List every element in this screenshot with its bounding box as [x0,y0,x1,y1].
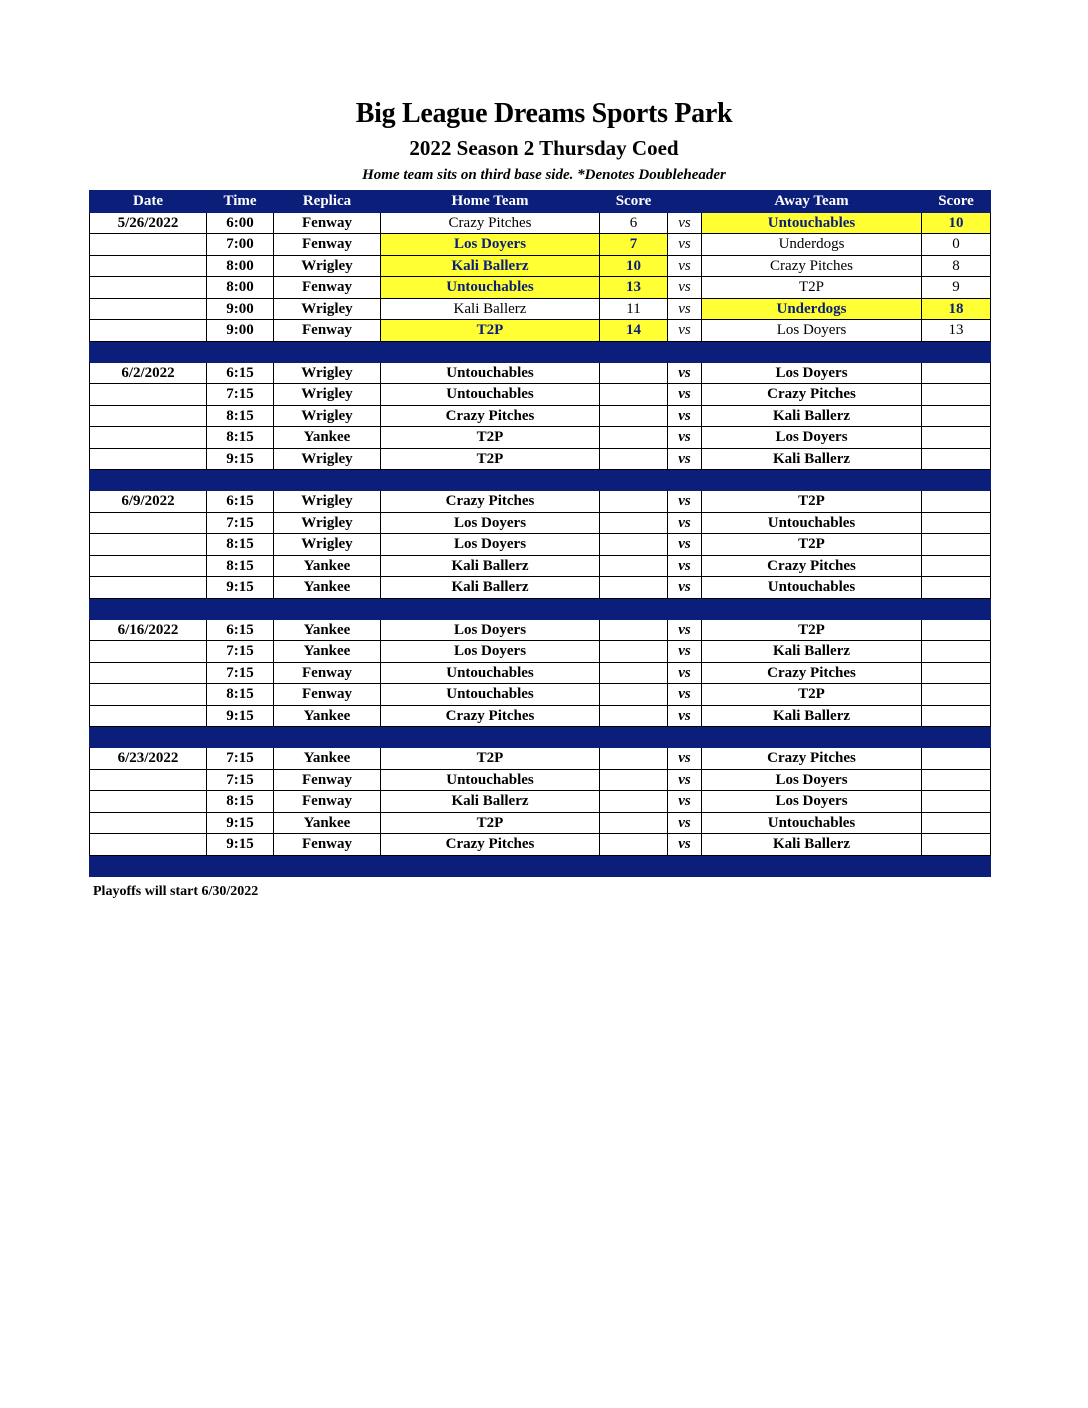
home-team-cell: Kali Ballerz [381,255,600,277]
page-title: Big League Dreams Sports Park [355,98,733,129]
separator-cell [668,341,702,362]
playoffs-note: Playoffs will start 6/30/2022 [93,884,259,899]
date-cell [90,448,207,470]
replica-cell: Fenway [274,684,381,706]
home-team-cell: Crazy Pitches [381,705,600,727]
away-score-cell: 0 [922,234,991,256]
separator-cell [274,470,381,491]
time-cell: 9:15 [207,448,274,470]
game-row [90,791,991,813]
home-score-cell [600,705,668,727]
replica-cell: Wrigley [274,384,381,406]
home-team-note: Home team sits on third base side. *Denotes Doubleheader [362,167,726,183]
away-team-cell: Los Doyers [702,427,922,449]
home-team-cell: Crazy Pitches [381,212,600,234]
date-cell [90,512,207,534]
away-team-cell: T2P [702,534,922,556]
home-score-cell [600,834,668,856]
separator-cell [702,341,922,362]
vs-cell: vs [668,769,702,791]
home-score-cell: 11 [600,298,668,320]
replica-cell: Fenway [274,791,381,813]
time-cell: 6:15 [207,491,274,513]
vs-cell: vs [668,791,702,813]
replica-cell: Yankee [274,619,381,641]
date-cell [90,791,207,813]
vs-cell: vs [668,298,702,320]
game-row [90,277,991,299]
replica-cell: Wrigley [274,298,381,320]
time-cell: 8:00 [207,255,274,277]
week-separator-row [90,727,991,748]
home-team-cell: Los Doyers [381,619,600,641]
replica-cell: Yankee [274,641,381,663]
away-score-cell [922,427,991,449]
replica-cell: Yankee [274,427,381,449]
away-team-cell: Underdogs [702,234,922,256]
game-row [90,834,991,856]
date-cell [90,320,207,342]
home-score-cell: 14 [600,320,668,342]
replica-cell: Yankee [274,748,381,770]
date-cell: 5/26/2022 [90,212,207,234]
vs-cell: vs [668,748,702,770]
separator-cell [922,470,991,491]
date-cell [90,298,207,320]
home-team-cell: Los Doyers [381,641,600,663]
separator-cell [274,855,381,876]
home-score-cell [600,769,668,791]
week-separator-row [90,470,991,491]
time-cell: 9:00 [207,298,274,320]
game-row [90,512,991,534]
vs-cell: vs [668,577,702,599]
away-score-cell: 10 [922,212,991,234]
separator-cell [600,470,668,491]
home-score-cell [600,512,668,534]
time-cell: 8:15 [207,684,274,706]
vs-cell: vs [668,405,702,427]
separator-cell [668,598,702,619]
vs-cell: vs [668,448,702,470]
vs-cell: vs [668,362,702,384]
separator-cell [207,598,274,619]
separator-cell [668,727,702,748]
game-row [90,812,991,834]
vs-cell: vs [668,555,702,577]
time-cell: 7:15 [207,512,274,534]
separator-cell [702,727,922,748]
away-team-cell: Kali Ballerz [702,834,922,856]
away-score-cell [922,577,991,599]
home-team-cell: Untouchables [381,362,600,384]
away-score-cell: 9 [922,277,991,299]
separator-cell [668,470,702,491]
replica-cell: Fenway [274,769,381,791]
replica-cell: Wrigley [274,405,381,427]
away-score-cell [922,619,991,641]
date-cell: 6/2/2022 [90,362,207,384]
home-score-cell: 7 [600,234,668,256]
game-row [90,705,991,727]
away-score-cell [922,662,991,684]
vs-cell: vs [668,534,702,556]
home-team-cell: Los Doyers [381,534,600,556]
away-score-cell: 8 [922,255,991,277]
time-cell: 7:15 [207,748,274,770]
replica-cell: Fenway [274,277,381,299]
time-cell: 8:15 [207,534,274,556]
away-team-cell: Underdogs [702,298,922,320]
time-cell: 8:15 [207,791,274,813]
away-team-cell: T2P [702,684,922,706]
game-row [90,555,991,577]
away-team-cell: Kali Ballerz [702,641,922,663]
time-cell: 6:15 [207,362,274,384]
game-row [90,448,991,470]
replica-cell: Fenway [274,212,381,234]
vs-cell: vs [668,491,702,513]
separator-cell [207,727,274,748]
separator-cell [381,341,600,362]
home-score-cell [600,448,668,470]
separator-cell [90,598,207,619]
game-row [90,534,991,556]
home-team-cell: Crazy Pitches [381,834,600,856]
date-cell: 6/23/2022 [90,748,207,770]
away-team-cell: Los Doyers [702,769,922,791]
time-cell: 7:15 [207,641,274,663]
home-score-cell [600,662,668,684]
away-score-cell [922,534,991,556]
vs-cell: vs [668,619,702,641]
home-team-cell: Los Doyers [381,234,600,256]
game-row [90,320,991,342]
replica-cell: Wrigley [274,512,381,534]
replica-cell: Fenway [274,662,381,684]
game-row [90,234,991,256]
home-team-cell: Untouchables [381,384,600,406]
home-team-cell: Crazy Pitches [381,405,600,427]
away-team-cell: Untouchables [702,812,922,834]
home-score-cell [600,791,668,813]
separator-cell [274,727,381,748]
separator-cell [274,341,381,362]
vs-cell: vs [668,255,702,277]
vs-cell: vs [668,212,702,234]
away-team-cell: T2P [702,619,922,641]
replica-cell: Wrigley [274,255,381,277]
away-score-cell [922,384,991,406]
separator-cell [381,855,600,876]
home-score-cell [600,812,668,834]
date-cell [90,577,207,599]
date-cell [90,234,207,256]
replica-cell: Wrigley [274,362,381,384]
game-row [90,405,991,427]
game-row [90,619,991,641]
date-cell [90,255,207,277]
vs-cell: vs [668,662,702,684]
home-score-cell [600,748,668,770]
home-team-cell: T2P [381,320,600,342]
separator-cell [90,727,207,748]
week-separator-row [90,598,991,619]
away-score-cell [922,705,991,727]
col-header-replica: Replica [274,191,381,213]
time-cell: 7:15 [207,384,274,406]
separator-cell [668,855,702,876]
away-team-cell: T2P [702,491,922,513]
separator-cell [90,341,207,362]
separator-cell [90,470,207,491]
home-team-cell: Los Doyers [381,512,600,534]
away-team-cell: Crazy Pitches [702,748,922,770]
time-cell: 8:15 [207,405,274,427]
away-team-cell: Kali Ballerz [702,448,922,470]
away-team-cell: Los Doyers [702,791,922,813]
home-score-cell [600,491,668,513]
separator-cell [702,470,922,491]
date-cell [90,405,207,427]
separator-cell [600,598,668,619]
date-cell [90,555,207,577]
separator-cell [274,598,381,619]
away-score-cell [922,512,991,534]
away-score-cell [922,791,991,813]
date-cell [90,641,207,663]
vs-cell: vs [668,277,702,299]
week-separator-row [90,341,991,362]
away-score-cell [922,812,991,834]
separator-cell [600,727,668,748]
col-header-away-team: Away Team [702,191,922,213]
away-team-cell: Untouchables [702,577,922,599]
away-score-cell [922,641,991,663]
away-team-cell: Los Doyers [702,362,922,384]
header-row [90,191,991,213]
separator-cell [207,855,274,876]
replica-cell: Yankee [274,812,381,834]
game-row [90,255,991,277]
separator-cell [702,855,922,876]
date-cell [90,684,207,706]
home-score-cell [600,534,668,556]
away-score-cell: 18 [922,298,991,320]
away-team-cell: Los Doyers [702,320,922,342]
away-team-cell: Kali Ballerz [702,705,922,727]
schedule-table [89,190,991,877]
home-team-cell: T2P [381,748,600,770]
game-row [90,362,991,384]
separator-cell [207,341,274,362]
home-score-cell [600,362,668,384]
game-row [90,298,991,320]
vs-cell: vs [668,320,702,342]
home-score-cell: 13 [600,277,668,299]
away-team-cell: Crazy Pitches [702,555,922,577]
separator-cell [922,727,991,748]
replica-cell: Fenway [274,234,381,256]
game-row [90,384,991,406]
home-score-cell [600,427,668,449]
home-team-cell: Untouchables [381,662,600,684]
away-score-cell [922,362,991,384]
col-header-vs [668,191,702,213]
replica-cell: Yankee [274,577,381,599]
separator-cell [600,855,668,876]
time-cell: 9:15 [207,705,274,727]
home-team-cell: T2P [381,427,600,449]
col-header-time: Time [207,191,274,213]
date-cell [90,534,207,556]
home-team-cell: Kali Ballerz [381,577,600,599]
replica-cell: Wrigley [274,491,381,513]
vs-cell: vs [668,641,702,663]
replica-cell: Wrigley [274,534,381,556]
date-cell [90,834,207,856]
home-team-cell: Untouchables [381,277,600,299]
game-row [90,577,991,599]
home-score-cell [600,384,668,406]
home-team-cell: Untouchables [381,684,600,706]
away-score-cell [922,448,991,470]
game-row [90,748,991,770]
home-score-cell: 10 [600,255,668,277]
week-separator-row [90,855,991,876]
separator-cell [922,341,991,362]
game-row [90,662,991,684]
time-cell: 7:15 [207,662,274,684]
away-score-cell [922,748,991,770]
away-team-cell: Untouchables [702,212,922,234]
separator-cell [381,598,600,619]
date-cell [90,705,207,727]
home-team-cell: T2P [381,448,600,470]
vs-cell: vs [668,512,702,534]
away-score-cell [922,684,991,706]
game-row [90,491,991,513]
replica-cell: Fenway [274,834,381,856]
time-cell: 8:15 [207,427,274,449]
col-header-home-team: Home Team [381,191,600,213]
date-cell [90,769,207,791]
date-cell: 6/16/2022 [90,619,207,641]
time-cell: 8:15 [207,555,274,577]
away-team-cell: Untouchables [702,512,922,534]
home-score-cell [600,619,668,641]
page-subtitle: 2022 Season 2 Thursday Coed [409,136,679,160]
home-score-cell: 6 [600,212,668,234]
away-score-cell [922,769,991,791]
game-row [90,769,991,791]
separator-cell [600,341,668,362]
separator-cell [922,855,991,876]
time-cell: 7:00 [207,234,274,256]
away-score-cell [922,405,991,427]
game-row [90,641,991,663]
time-cell: 9:00 [207,320,274,342]
time-cell: 9:15 [207,812,274,834]
time-cell: 6:00 [207,212,274,234]
time-cell: 7:15 [207,769,274,791]
replica-cell: Yankee [274,555,381,577]
vs-cell: vs [668,705,702,727]
col-header-home-score: Score [600,191,668,213]
vs-cell: vs [668,427,702,449]
separator-cell [381,727,600,748]
separator-cell [922,598,991,619]
time-cell: 8:00 [207,277,274,299]
vs-cell: vs [668,684,702,706]
separator-cell [207,470,274,491]
away-score-cell [922,834,991,856]
game-row [90,212,991,234]
replica-cell: Fenway [274,320,381,342]
away-team-cell: T2P [702,277,922,299]
away-team-cell: Crazy Pitches [702,255,922,277]
away-team-cell: Crazy Pitches [702,384,922,406]
date-cell [90,384,207,406]
home-score-cell [600,405,668,427]
col-header-date: Date [90,191,207,213]
home-score-cell [600,555,668,577]
home-team-cell: Kali Ballerz [381,791,600,813]
col-header-away-score: Score [922,191,991,213]
home-score-cell [600,577,668,599]
away-score-cell [922,491,991,513]
date-cell [90,427,207,449]
home-team-cell: Crazy Pitches [381,491,600,513]
home-team-cell: Kali Ballerz [381,555,600,577]
replica-cell: Wrigley [274,448,381,470]
home-score-cell [600,684,668,706]
home-team-cell: Untouchables [381,769,600,791]
away-score-cell: 13 [922,320,991,342]
home-team-cell: T2P [381,812,600,834]
time-cell: 9:15 [207,834,274,856]
away-team-cell: Crazy Pitches [702,662,922,684]
separator-cell [702,598,922,619]
date-cell [90,662,207,684]
vs-cell: vs [668,384,702,406]
replica-cell: Yankee [274,705,381,727]
date-cell [90,277,207,299]
home-score-cell [600,641,668,663]
time-cell: 9:15 [207,577,274,599]
away-team-cell: Kali Ballerz [702,405,922,427]
date-cell [90,812,207,834]
schedule-body [90,212,991,876]
vs-cell: vs [668,834,702,856]
separator-cell [381,470,600,491]
separator-cell [90,855,207,876]
home-team-cell: Kali Ballerz [381,298,600,320]
date-cell: 6/9/2022 [90,491,207,513]
away-score-cell [922,555,991,577]
time-cell: 6:15 [207,619,274,641]
vs-cell: vs [668,812,702,834]
game-row [90,684,991,706]
game-row [90,427,991,449]
vs-cell: vs [668,234,702,256]
